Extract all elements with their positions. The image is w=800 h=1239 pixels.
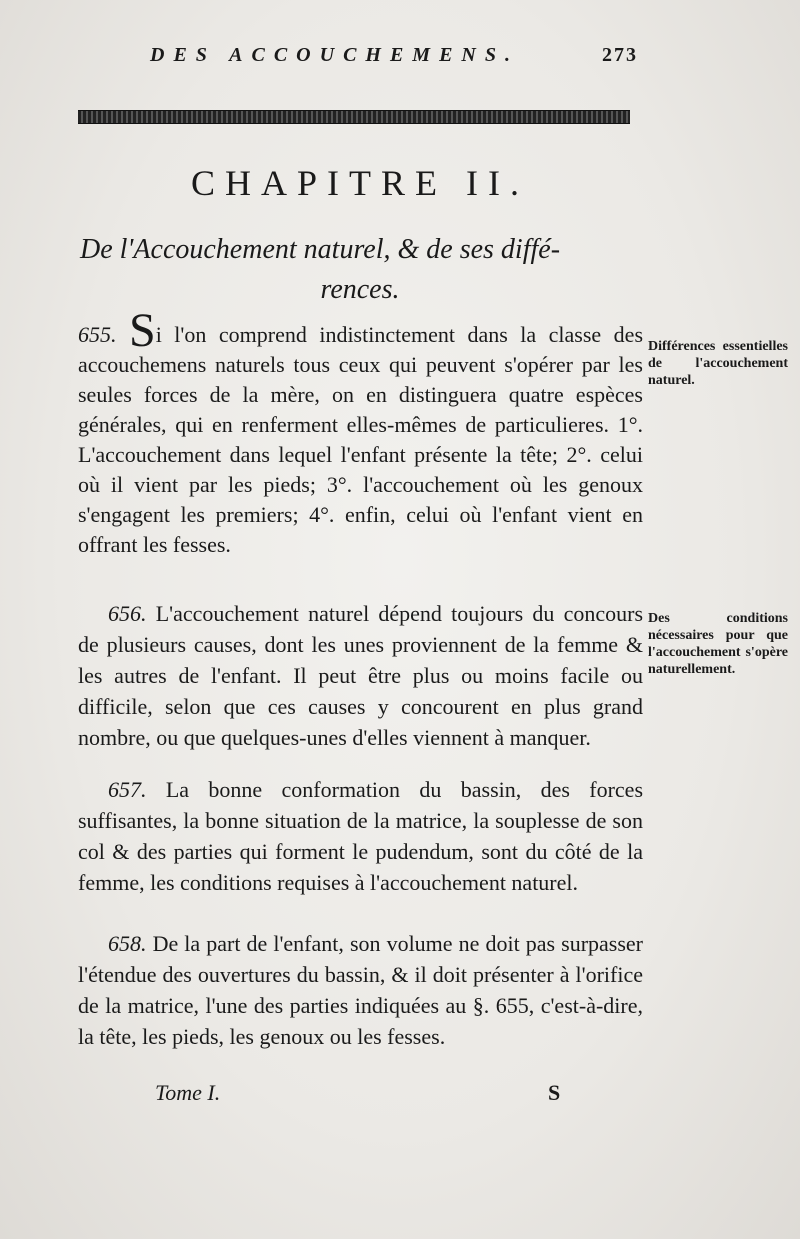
running-title: DES ACCOUCHEMENS. <box>150 44 519 66</box>
paragraph-text: i l'on comprend indistinctement dans la classe des accouchemens naturels tous ceux qui peuvent s'opérer par les seules forces de la mère, on en distinguera quatre espèces générales, qui en renferment elles-mêmes de particulieres. 1°. L'accouchement dans lequel l'enfant présente la tête; 2°. celui où il vient par les pieds; 3°. l'accouchement où les genoux s'engagent les premiers; 4°. enfin, celui où l'enfant vient en offrant les fesses. <box>78 322 644 557</box>
paragraph-text: L'accouchement naturel dépend toujours du concours de plusieurs causes, dont les unes proviennent de la femme & les autres de l'enfant. Il peut être plus ou moins facile ou difficile, selon que ces causes y concourent en plus grand nombre, ou que quelques-unes d'elles viennent à manquer. <box>78 601 644 750</box>
running-head <box>150 44 638 67</box>
subtitle-line-1: De l'Accouchement naturel, & de ses diffé- <box>80 234 561 265</box>
paragraph-655 <box>78 304 644 560</box>
paragraph-number: 656. <box>108 601 147 626</box>
chapter-subtitle <box>80 230 640 310</box>
paragraph-number: 658. <box>108 931 147 956</box>
paragraph-number: 657. <box>108 777 147 802</box>
paragraph-656 <box>78 598 643 753</box>
margin-note-2: Des conditions nécessaires pour que l'accouchement s'opère naturellement. <box>648 611 788 677</box>
page-number: 273 <box>602 44 638 66</box>
paragraph-number: 655. <box>78 322 117 347</box>
gathering-mark: S <box>548 1080 561 1105</box>
paragraph-658 <box>78 928 643 1052</box>
paragraph-657 <box>78 774 643 898</box>
subtitle-line-2: rences. <box>320 274 400 305</box>
volume-signature: Tome I. <box>155 1080 221 1105</box>
paragraph-text: La bonne conformation du bassin, des forces suffisantes, la bonne situation de la matrice, la souplesse de son col & des parties qui forment le pudendum, sont du côté de la femme, les conditions requises à l'accouchement naturel. <box>78 777 644 895</box>
drop-cap: S <box>129 304 156 357</box>
margin-note-1: Différences essentielles de l'accouchement naturel. <box>648 339 788 388</box>
ornamental-rule <box>78 110 630 124</box>
chapter-title: CHAPITRE II. <box>191 163 529 203</box>
paragraph-text: De la part de l'enfant, son volume ne doit pas surpasser l'étendue des ouvertures du bassin, & il doit présenter à l'orifice de la matrice, l'une des parties indiquées au §. 655, c'est-à-dire, la tête, les pieds, les genoux ou les fesses. <box>78 931 644 1049</box>
